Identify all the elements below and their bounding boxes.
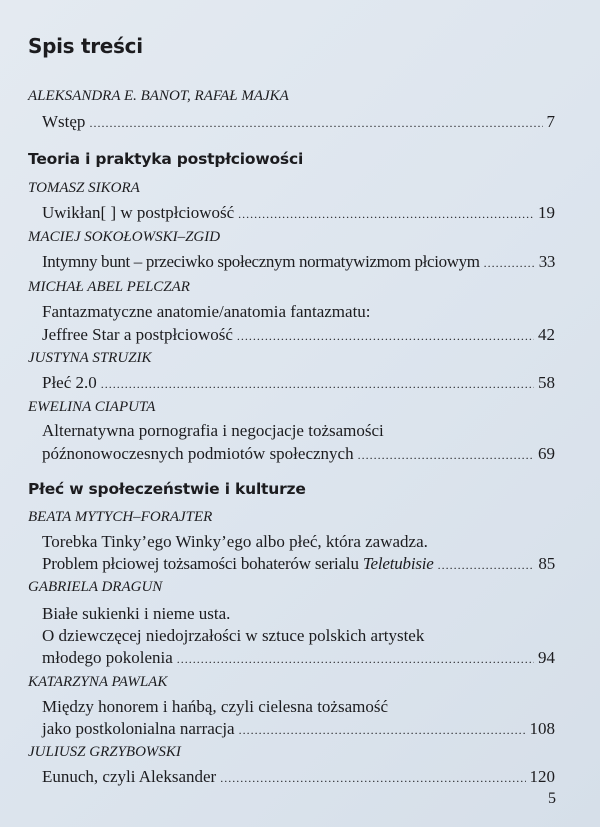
entry-title-line: O dziewczęcej niedojrzałości w sztuce polskich artystek xyxy=(42,626,425,645)
entry-title-line: Białe sukienki i nieme usta. xyxy=(42,604,231,623)
entry-title-text: Problem płciowej tożsamości bohaterów serialu xyxy=(42,554,363,573)
entry-title-line: Alternatywna pornografia i negocjacje tożsamości xyxy=(42,421,384,440)
toc-entry[interactable] xyxy=(42,203,555,223)
entry-page: 33 xyxy=(538,252,555,271)
dot-leader xyxy=(484,256,535,271)
entry-author: GABRIELA DRAGUN xyxy=(28,579,163,595)
entry-title-line: Torebka Tinky’ego Winky’ego albo płeć, która zawadza. xyxy=(42,532,428,551)
entry-title-line: Między honorem i hańbą, czyli cielesna tożsamość xyxy=(42,697,389,716)
entry-title xyxy=(42,554,434,574)
toc-entry[interactable] xyxy=(42,648,555,668)
toc-entry[interactable] xyxy=(42,767,555,787)
entry-title: Eunuch, czyli Aleksander xyxy=(42,767,217,786)
dot-leader xyxy=(101,377,534,392)
entry-author: BEATA MYTYCH–FORAJTER xyxy=(28,509,213,525)
toc-entry[interactable] xyxy=(42,373,555,393)
section-heading: Płeć w społeczeństwie i kulturze xyxy=(28,480,306,498)
section-heading: Teoria i praktyka postpłciowości xyxy=(28,150,304,168)
dot-leader xyxy=(238,207,534,222)
entry-page: 7 xyxy=(546,112,555,131)
page-number: 5 xyxy=(548,790,556,807)
entry-author: KATARZYNA PAWLAK xyxy=(28,674,168,690)
entry-title: Jeffree Star a postpłciowość xyxy=(42,325,233,344)
entry-title: młodego pokolenia xyxy=(42,648,173,667)
dot-leader xyxy=(239,723,526,738)
entry-page: 58 xyxy=(538,373,555,392)
dot-leader xyxy=(438,558,535,573)
entry-page: 42 xyxy=(538,325,555,344)
dot-leader xyxy=(237,329,534,344)
entry-title: Płeć 2.0 xyxy=(42,373,97,392)
entry-page: 69 xyxy=(538,444,555,463)
toc-entry[interactable] xyxy=(42,112,555,132)
entry-page: 120 xyxy=(529,767,555,786)
dot-leader xyxy=(220,771,525,786)
entry-author: EWELINA CIAPUTA xyxy=(28,399,156,415)
entry-page: 94 xyxy=(538,648,555,667)
dot-leader xyxy=(177,652,534,667)
entry-title: Uwikłan[ ] w postpłciowość xyxy=(42,203,235,222)
entry-author: MICHAŁ ABEL PELCZAR xyxy=(28,279,190,295)
toc-entry[interactable] xyxy=(42,554,555,574)
entry-page: 108 xyxy=(529,719,555,738)
toc-entry[interactable] xyxy=(42,252,555,272)
entry-title: późnonowoczesnych podmiotów społecznych xyxy=(42,444,354,463)
entry-page: 19 xyxy=(538,203,555,222)
dot-leader xyxy=(89,116,542,131)
entry-author: ALEKSANDRA E. BANOT, RAFAŁ MAJKA xyxy=(28,88,289,104)
toc-entry[interactable] xyxy=(42,719,555,739)
entry-title: Intymny bunt – przeciwko społecznym normatywizmom płciowym xyxy=(42,252,480,271)
entry-title: jako postkolonialna narracja xyxy=(42,719,235,738)
entry-author: JULIUSZ GRZYBOWSKI xyxy=(28,744,181,760)
page-title: Spis treści xyxy=(28,34,143,58)
series-title: Teletubisie xyxy=(362,554,434,573)
toc-entry[interactable] xyxy=(42,444,555,464)
entry-page: 85 xyxy=(538,554,555,573)
entry-author: TOMASZ SIKORA xyxy=(28,180,140,196)
entry-author: JUSTYNA STRUZIK xyxy=(28,350,152,366)
entry-title-line: Fantazmatyczne anatomie/anatomia fantazmatu: xyxy=(42,302,371,321)
entry-author: MACIEJ SOKOŁOWSKI–ZGID xyxy=(28,229,221,245)
toc-entry[interactable] xyxy=(42,325,555,345)
dot-leader xyxy=(358,448,534,463)
entry-title: Wstęp xyxy=(42,112,86,131)
